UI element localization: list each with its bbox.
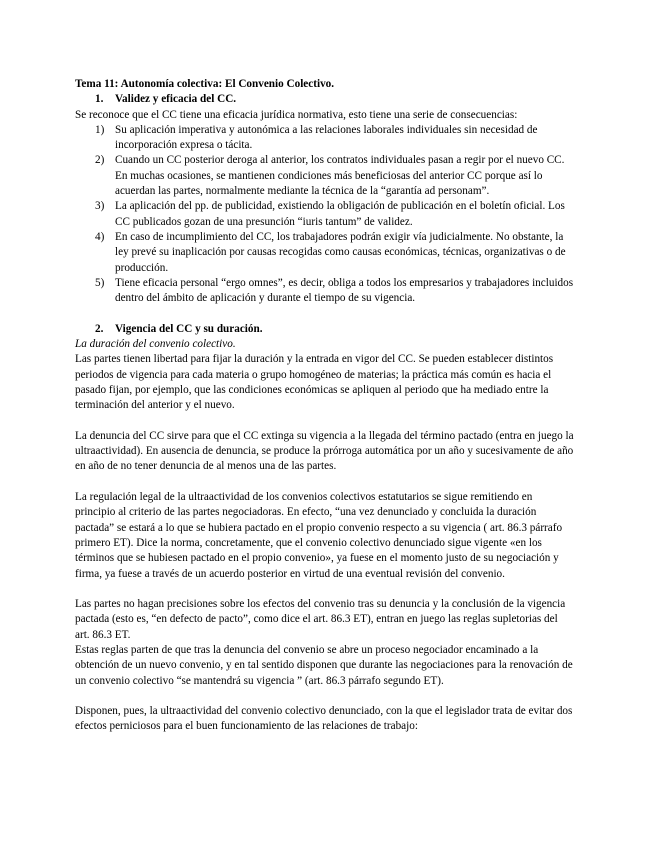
list-item-text: Cuando un CC posterior deroga al anterior, los contratos individuales pasan a regir por el nuevo CC. En muchas ocasiones, se mantienen condiciones más beneficiosas del anterior CC porque así lo acuerdan las partes, normalmente mediante la técnica de la “garantía ad personam”. xyxy=(115,154,565,198)
section2-heading xyxy=(75,322,575,337)
list-item-text: En caso de incumplimiento del CC, los trabajadores podrán exigir vía judicialmente. No obstante, la ley prevé su inaplicación por causas recogidas como causas económicas, técnicas, organizativas o de producción. xyxy=(115,230,566,274)
section1-intro: Se reconoce que el CC tiene una eficacia jurídica normativa, esto tiene una serie de consecuencias: xyxy=(75,108,518,121)
list-item-number: 3) xyxy=(95,200,105,213)
paragraph: Las partes tienen libertad para fijar la duración y la entrada en vigor del CC. Se pueden establecer distintos periodos de vigencia para cada materia o grupo homogéneo de materias; la práctica más común es hacia el pasado fijan, por ejemplo, que las condiciones económicas se apliquen al periodo que ha mediado entre la terminación del anterior y el nuevo. xyxy=(75,353,554,412)
list-item xyxy=(75,276,575,307)
section2-heading-text: Vigencia del CC y su duración. xyxy=(115,322,263,335)
section1-heading xyxy=(75,92,575,107)
list-item-number: 4) xyxy=(95,230,105,243)
list-item-text: Tiene eficacia personal “ergo omnes”, es decir, obliga a todos los empresarios y trabajadores incluidos dentro del ámbito de aplicación y durante el tiempo de su vigencia. xyxy=(115,276,574,305)
spacer xyxy=(75,689,575,704)
list-item xyxy=(75,123,575,154)
consequences-list xyxy=(75,123,575,307)
list-item-number: 2) xyxy=(95,154,105,167)
document-page xyxy=(75,77,575,735)
spacer xyxy=(75,414,575,429)
list-item-text: La aplicación del pp. de publicidad, existiendo la obligación de publicación en el boletín oficial. Los CC publicados gozan de una presunción “iuris tantum” de validez. xyxy=(115,200,565,228)
list-item-number: 1) xyxy=(95,123,105,136)
paragraph: Las partes no hagan precisiones sobre los efectos del convenio tras su denuncia y la conclusión de la vigencia pactada (esto es, “en defecto de pacto”, como dice el art. 86.3 ET), entran en juego las reglas supletorias del art. 86.3 ET. xyxy=(75,598,566,641)
list-item xyxy=(75,153,575,199)
section1-heading-text: Validez y eficacia del CC. xyxy=(115,93,237,106)
list-item-text: Su aplicación imperativa y autonómica a las relaciones laborales individuales sin necesidad de incorporación expresa o tácita. xyxy=(115,123,538,152)
list-item-number: 5) xyxy=(95,276,105,289)
document-title: Tema 11: Autonomía colectiva: El Convenio Colectivo. xyxy=(75,78,335,90)
list-item xyxy=(75,230,575,276)
paragraph: Disponen, pues, la ultraactividad del convenio colectivo denunciado, con la que el legislador trata de evitar dos efectos perniciosos para el buen funcionamiento de las relaciones de trabajo: xyxy=(75,705,573,733)
section1-number: 1. xyxy=(95,93,104,106)
spacer xyxy=(75,475,575,490)
spacer xyxy=(75,306,575,321)
paragraph: La denuncia del CC sirve para que el CC extinga su vigencia a la llegada del término pactado (entra en juego la ultraactividad). En ausencia de denuncia, se produce la prórroga automática por un año y sucesivamente de año en año de no tener denuncia de al menos una de las partes. xyxy=(75,429,574,473)
section2-subtitle: La duración del convenio colectivo. xyxy=(75,338,236,351)
paragraph: La regulación legal de la ultraactividad de los convenios colectivos estatutarios se sigue remitiendo en principio al criterio de las partes negociadoras. En efecto, “una vez denunciado y concluida la duración pactada” se estará a lo que se hubiera pactado en el propio convenio respecto a su vigencia ( art. 86.3 párrafo primero ET). Dice la norma, concretamente, que el convenio colectivo denunciado sigue vigente «en los términos que se hubiesen pactado en el propio convenio», ya fuese en el momento justo de su negociación y firma, ya fuese a través de un acuerdo posterior en virtud de una eventual revisión del convenio. xyxy=(75,491,563,580)
spacer xyxy=(75,582,575,597)
list-item xyxy=(75,199,575,230)
paragraph: Estas reglas parten de que tras la denuncia del convenio se abre un proceso negociador encaminado a la obtención de un nuevo convenio, y en tal sentido disponen que durante las negociaciones para la renovación de un convenio colectivo “se mantendrá su vigencia ” (art. 86.3 párrafo segundo ET). xyxy=(75,643,573,687)
section2-number: 2. xyxy=(95,322,104,335)
